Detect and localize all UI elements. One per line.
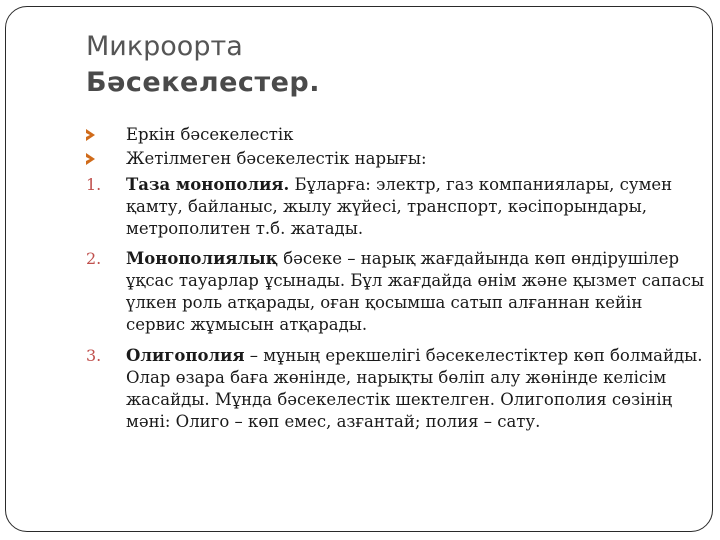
- item-text: Бұларға: электр, газ компаниялары, сумен қамту, байланыс, жылу жүйесі, транспорт, кәсіпорындары, метрополитен т.б. жатады.: [126, 175, 673, 238]
- title-line-1: Микроорта: [86, 31, 243, 62]
- arrow-bullet-icon: [86, 148, 118, 171]
- item-number: 1.: [86, 175, 102, 194]
- item-lead: Таза монополия.: [126, 175, 290, 194]
- item-number: 2.: [86, 249, 102, 268]
- slide-title: [86, 29, 320, 101]
- item-lead: Олигополия: [126, 346, 245, 365]
- numbered-item: [86, 345, 706, 433]
- slide-body: [86, 124, 706, 433]
- item-lead: Монополиялық: [126, 249, 278, 268]
- item-text: – мұның ерекшелігі бәсекелестіктер көп болмайды. Олар өзара баға жөнінде, нарықты бөліп алу жөнінде келісім жасайды. Мұнда бәсекелестік шектелген. Олигополия сөзінің мәні: Олиго – көп емес, азғантай; полия – сату.: [126, 346, 703, 431]
- bullet-item: [86, 148, 706, 170]
- bullet-item: [86, 124, 706, 146]
- item-number: 3.: [86, 346, 102, 365]
- item-text: бәсеке – нарық жағдайында көп өндірушілер ұқсас тауарлар ұсынады. Бұл жағдайда өнім және қызмет сапасы үлкен роль атқарады, оған қосымша сатып алғаннан кейін сервис жұмысын атқарады.: [126, 249, 705, 334]
- bullet-text: Еркін бәсекелестік: [126, 125, 294, 144]
- numbered-item: [86, 174, 706, 240]
- bullet-text: Жетілмеген бәсекелестік нарығы:: [126, 149, 427, 168]
- title-line-2: Бәсекелестер.: [86, 67, 320, 98]
- slide-frame: [5, 6, 713, 532]
- arrow-bullet-icon: [86, 124, 118, 147]
- numbered-item: [86, 248, 706, 336]
